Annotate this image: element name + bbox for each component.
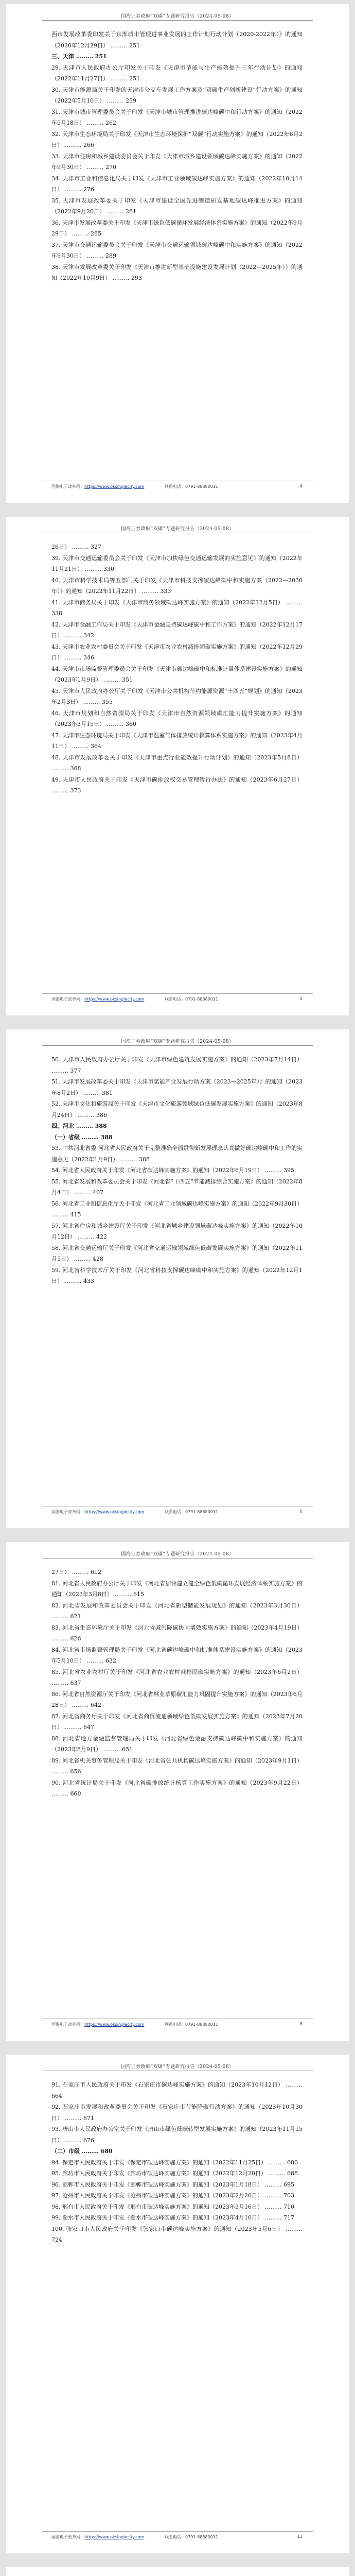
toc-entry[interactable] xyxy=(51,240,303,262)
footer-site-link[interactable]: https://www.oksinglecity.com xyxy=(84,2535,145,2539)
toc-entry-title: （二）市级 xyxy=(51,2148,80,2155)
toc-leader: ……… xyxy=(70,1569,91,1575)
toc-leader: ……… xyxy=(85,120,105,126)
toc-entry-page: 407 xyxy=(93,1189,103,1196)
toc-entry-page: 364 xyxy=(91,743,101,750)
toc-entry-title: 59. 河北省科学技术厅关于印发《河北省科技支撑碳达峰碳中和实施方案》的通知（2022年12月1日） xyxy=(51,1266,303,1284)
toc-leader: ……… xyxy=(266,2159,287,2166)
toc-leader: ……… xyxy=(118,1156,139,1163)
toc-entry-page: 717 xyxy=(283,2214,294,2221)
toc-entry[interactable] xyxy=(51,686,303,708)
toc-entry[interactable] xyxy=(51,1054,303,1076)
toc-entry[interactable] xyxy=(51,262,303,284)
toc-heading[interactable] xyxy=(51,1121,303,1132)
toc-entry-page: 615 xyxy=(133,1591,144,1598)
toc-leader: ……… xyxy=(83,566,103,572)
toc-entry[interactable] xyxy=(51,29,303,51)
toc-leader: ……… xyxy=(51,1211,70,1218)
footer-site-prefix: 国海电子政务网： xyxy=(51,484,84,489)
toc-leader: ……… xyxy=(74,1123,95,1129)
toc-entry-page: 724 xyxy=(51,2236,62,2243)
toc-entry[interactable] xyxy=(51,1578,303,1600)
toc-leader: ……… xyxy=(139,588,161,595)
toc-entry[interactable] xyxy=(51,1076,303,1098)
toc-entry-title: 29. 天津市人民政府办公厅印发关于印发《天津市节能与生产能效提升三年行动计划》的通知（2022年11月27日） xyxy=(51,64,303,82)
toc-entry-title: 27日） xyxy=(51,1569,70,1575)
toc-entry-page: 637 xyxy=(70,1680,81,1686)
toc-entry-page: 276 xyxy=(83,186,94,193)
toc-entry[interactable] xyxy=(51,62,303,84)
toc-entry-page: 647 xyxy=(83,1724,94,1731)
toc-entry-title: 42. 天津市金融工作局关于印发《天津市金融支持碳达峰碳中和工作方案》的通知（2022年12月17日） xyxy=(51,621,303,639)
toc-leader: ……… xyxy=(51,1067,70,1074)
toc-entry-title: 47. 天津市生态环境局关于印发《天津市温室气体排放统计核算体系实施方案》的通知（2023年4月11日） xyxy=(51,732,303,750)
toc-leader: ……… xyxy=(262,2203,283,2210)
footer-phone xyxy=(165,2022,218,2027)
toc-entry-page: 281 xyxy=(126,208,136,215)
toc-entry[interactable] xyxy=(51,1667,303,1689)
toc-entry-page: 612 xyxy=(91,1569,101,1575)
toc-leader: ……… xyxy=(81,699,102,705)
toc-entry-title: 34. 天津市工业和信息化局关于印发《天津市工业领域碳达峰实施方案》的通知（2022年10月14日） xyxy=(51,175,303,193)
toc-leader: ……… xyxy=(63,186,83,193)
toc-entry[interactable] xyxy=(51,2179,303,2191)
page-header: 国海证券政府“双碳”专题研究报告（2024-05-08） xyxy=(121,1552,234,1557)
footer-phone-number: 0791-88880011 xyxy=(185,1510,218,1514)
toc-entry-page: 333 xyxy=(160,588,171,595)
footer-phone-label: 联系电话： xyxy=(165,484,185,489)
toc-entry-title: 83. 河北省生态环境厅关于印发《河北省减污降碳协同增效实施方案》的通知（2023年4月19日） xyxy=(51,1624,303,1631)
toc-list xyxy=(51,29,303,284)
toc-entry-title: 92. 石家庄市发展和改革委员会关于印发《石家庄市节能降碳行动方案》的通知（2023年10月30日） xyxy=(51,2104,303,2122)
page-header: 国海证券政府“双碳”专题研究报告（2024-05-08） xyxy=(121,2064,234,2070)
toc-entry-title: 31. 天津市城市管理委员会关于印发《天津市城市管理推进碳达峰碳中和行动方案》的通知（2022年5月18日） xyxy=(51,108,303,126)
toc-entry[interactable] xyxy=(51,1098,303,1121)
toc-entry-page: 270 xyxy=(105,164,116,171)
page-footer xyxy=(51,2022,303,2027)
page-footer xyxy=(51,2534,303,2540)
toc-leader: ……… xyxy=(72,1256,93,1262)
page-header: 国海证券政府“双碳”专题研究报告（2024-05-08） xyxy=(121,527,234,532)
toc-leader: ……… xyxy=(51,765,70,772)
footer-site-link[interactable]: https://www.oksinglecity.com xyxy=(84,484,145,489)
toc-entry-page: 386 xyxy=(96,1111,107,1118)
toc-entry-page: 360 xyxy=(126,721,136,727)
toc-entry[interactable] xyxy=(51,2224,303,2246)
toc-leader: ……… xyxy=(63,2137,83,2144)
toc-entry-page: 433 xyxy=(83,1278,94,1284)
toc-entry-title: 35. 天津市发展改革委关于印发《天津市建设全国先进制造研发基地碳达峰推进方案》的通知（2022年9月20日） xyxy=(51,197,303,215)
toc-entry-title: 52. 天津市文化和旅游局关于印发《天津市文化旅游领域绿色低碳发展实施方案》的通知（2023年8月24日） xyxy=(51,1100,303,1118)
toc-entry[interactable] xyxy=(51,1755,303,1777)
toc-entry-page: 710 xyxy=(283,2203,294,2210)
toc-leader: ……… xyxy=(283,2225,303,2232)
page-footer xyxy=(51,996,303,1002)
toc-entry-title: 85. 河北省农业农村厅关于印发《河北省农业农村减排固碳实施方案》的通知（2023年6月2日） xyxy=(51,1668,303,1675)
toc-leader: ……… xyxy=(51,1613,70,1620)
toc-leader: ……… xyxy=(105,97,126,104)
footer-site-link[interactable]: https://www.oksinglecity.com xyxy=(84,2022,145,2027)
footer-phone xyxy=(165,484,218,489)
toc-entry-page: 251 xyxy=(129,75,140,82)
footer-phone-label: 联系电话： xyxy=(165,2022,185,2027)
toc-leader: ……… xyxy=(51,1790,70,1797)
toc-list xyxy=(51,1567,303,1800)
footer-site-link[interactable]: https://www.oksinglecity.com xyxy=(84,1510,145,1514)
toc-entry[interactable] xyxy=(51,1221,303,1243)
toc-entry-title: 西市发展改革委印发关于东部城市管理进事业发展的工作计划行动计划（2020-2022年）》的通知（2020年12月29日） xyxy=(51,31,303,49)
page-number: 8 xyxy=(299,2022,303,2026)
toc-entry-page: 642 xyxy=(91,1702,101,1708)
toc-entry[interactable] xyxy=(51,575,303,597)
toc-entry[interactable] xyxy=(51,1165,303,1176)
toc-leader: ……… xyxy=(51,787,70,794)
toc-leader: ……… xyxy=(105,208,126,215)
toc-entry-title: 三、天津 xyxy=(51,53,74,60)
toc-entry-title: 98. 邢台市人民政府关于印发《邢台市碳达峰实施方案》的通知（2023年3月16日） xyxy=(51,2203,263,2210)
footer-divider xyxy=(42,2531,313,2532)
toc-leader: ……… xyxy=(63,2114,83,2122)
toc-entry[interactable] xyxy=(51,217,303,240)
toc-entry[interactable] xyxy=(51,541,303,553)
document-page xyxy=(6,4,349,503)
toc-leader: ……… xyxy=(63,654,83,661)
toc-entry-page: 395 xyxy=(283,1167,294,1174)
footer-phone-label: 联系电话： xyxy=(165,1510,185,1514)
footer-phone-number: 0791-88880011 xyxy=(185,997,218,1002)
toc-entry-title: 40. 天津市科学技术局等五部门关于印发《天津市科技支撑碳达峰碳中和实施方案（2022—2030年）》的通知（2022年11月22日） xyxy=(51,577,303,595)
toc-entry[interactable] xyxy=(51,664,303,686)
toc-entry-page: 632 xyxy=(105,1657,116,1664)
toc-entry-page: 251 xyxy=(95,53,107,60)
toc-leader: ……… xyxy=(70,1702,91,1708)
footer-phone-number: 0791-88880011 xyxy=(185,484,218,489)
toc-entry-title: 91. 石家庄市人民政府关于印发《石家庄市碳达峰实施方案》的通知（2023年10月12日） xyxy=(51,2081,284,2088)
toc-heading[interactable] xyxy=(51,1132,303,1143)
toc-entry-title: 99. 衡水市人民政府关于印发《衡水市碳达峰实施方案》的通知（2023年4月10日） xyxy=(51,2214,263,2221)
toc-entry-title: （一）省级 xyxy=(51,1133,80,1141)
page-number: 4 xyxy=(299,484,303,488)
toc-entry-page: 388 xyxy=(100,1133,113,1141)
toc-entry-page: 660 xyxy=(70,1790,81,1797)
toc-entry-page: 680 xyxy=(100,2148,113,2155)
toc-entry-page: 330 xyxy=(103,566,114,572)
toc-entry-title: 46. 天津市规划和自然资源局关于印发《天津市自然资源领域碳汇能力提升实施方案》的通知（2023年3月15日） xyxy=(51,709,303,727)
footer-phone xyxy=(165,2534,218,2540)
toc-entry-title: 51. 天津市发展改革委关于印发《天津市氢能产业发展行动方案（2023—2025年）》的通知（2023年8月2日） xyxy=(51,1078,303,1096)
toc-entry-title: 97. 沧州市人民政府关于印发《沧州市碳达峰实施方案》的通知（2023年2月20日） xyxy=(51,2192,263,2199)
footer-divider xyxy=(42,993,313,994)
toc-entry-title: 37. 天津市交通运输委员会关于印发《天津市交通运输领域碳达峰碳中和实施方案》的通知（2022年9月30日） xyxy=(51,241,303,259)
toc-entry-title: 39. 天津市交通运输委员会关于印发《天津市加快绿色交通运输发展的实施意见》的通知（2022年11月21日） xyxy=(51,554,303,572)
toc-entry[interactable] xyxy=(51,619,303,641)
toc-entry[interactable] xyxy=(51,1567,303,1578)
toc-entry-title: 90. 河北省统计局关于印发《河北省碳排放统计核算工作实施方案》的通知（2023年9月22日） xyxy=(51,1779,303,1786)
toc-leader: ……… xyxy=(262,2214,283,2221)
footer-site-prefix: 国海电子政务网： xyxy=(51,997,84,1002)
toc-entry-page: 262 xyxy=(105,120,116,126)
toc-entry[interactable] xyxy=(51,107,303,129)
toc-entry-page: 327 xyxy=(91,544,101,550)
toc-entry-page: 621 xyxy=(70,1613,81,1620)
toc-heading[interactable] xyxy=(51,2146,303,2157)
footer-phone-number: 0791-88880011 xyxy=(185,2022,218,2027)
footer-phone-number: 0791-88880011 xyxy=(185,2535,218,2539)
toc-leader: ……… xyxy=(101,676,122,683)
toc-list xyxy=(51,541,303,796)
toc-list xyxy=(51,2079,303,2246)
toc-entry-page: 651 xyxy=(122,1746,133,1753)
toc-entry-page: 626 xyxy=(70,1635,81,1642)
toc-heading[interactable] xyxy=(51,51,303,62)
toc-entry-title: 43. 天津市农业农村委员会关于印发《天津市农业农村减排固碳实施方案》的通知（2022年12月29日） xyxy=(51,643,303,661)
header-divider xyxy=(42,1045,313,1046)
toc-entry-page: 342 xyxy=(83,632,94,639)
toc-entry[interactable] xyxy=(51,2168,303,2179)
toc-leader: ……… xyxy=(63,632,83,639)
toc-leader: ……… xyxy=(72,1189,93,1196)
header-divider xyxy=(42,20,313,21)
toc-entry-page: 656 xyxy=(70,1768,81,1775)
toc-entry-title: 44. 天津市市场监督管理委员会关于印发《天津市碳达峰碳中和标准计量体系建设实施方案》的通知（2023年1月9日） xyxy=(51,665,303,683)
toc-entry-title: 36. 天津市发展改革委关于印发《天津市绿色低碳循环发展经济体系实施方案》的通知（2022年9月29日） xyxy=(51,219,303,237)
toc-entry-title: 54. 河北省人民政府关于印发《河北省碳达峰实施方案》的通知（2022年6月19日） xyxy=(51,1167,263,1174)
toc-entry-page: 703 xyxy=(283,2192,294,2199)
toc-entry[interactable] xyxy=(51,641,303,664)
toc-leader: ……… xyxy=(63,1724,83,1731)
footer-site-link[interactable]: https://www.oksinglecity.com xyxy=(84,997,145,1002)
toc-entry[interactable] xyxy=(51,1689,303,1711)
toc-entry-title: 95. 廊坊市人民政府关于印发《廊坊市碳达峰实施方案》的通知（2022年12月20日） xyxy=(51,2170,267,2177)
toc-entry-page: 680 xyxy=(287,2159,298,2166)
toc-leader: ……… xyxy=(262,1167,283,1174)
page-header: 国海证券政府“双碳”专题研究报告（2024-05-08） xyxy=(121,14,234,19)
toc-entry-title: 86. 河北省自然资源厅关于印发《河北省林业草原碳汇能力巩固提升实施方案》的通知（2023年6月28日） xyxy=(51,1690,303,1708)
footer-phone xyxy=(165,996,218,1002)
toc-entry-page: 671 xyxy=(83,2114,94,2122)
toc-entry[interactable] xyxy=(51,1733,303,1755)
toc-entry-title: 55. 河北省发展和改革委员会关于印发《河北省“十四五”节能减排综合实施方案》的通知（2022年8月4日） xyxy=(51,1178,303,1196)
toc-entry[interactable] xyxy=(51,1645,303,1667)
footer-phone xyxy=(165,1509,218,1515)
page-number: 6 xyxy=(299,1509,303,1514)
toc-entry[interactable] xyxy=(51,2190,303,2201)
toc-entry-title: 100. 张家口市人民政府关于印发《张家口市碳达峰实施方案》的通知（2023年5月6日） xyxy=(51,2225,284,2232)
toc-entry-title: 94. 保定市人民政府关于印发《保定市碳达峰实施方案》的通知（2022年11月25日） xyxy=(51,2159,267,2166)
toc-entry[interactable] xyxy=(51,1622,303,1645)
toc-entry-page: 338 xyxy=(51,610,62,617)
toc-entry[interactable] xyxy=(51,1265,303,1287)
toc-leader: ……… xyxy=(76,1233,96,1240)
toc-entry-page: 664 xyxy=(51,2092,62,2099)
toc-entry-title: 四、河北 xyxy=(51,1123,74,1129)
toc-entry-page: 422 xyxy=(96,1233,107,1240)
page-footer xyxy=(51,484,303,489)
toc-entry-page: 251 xyxy=(129,42,140,49)
toc-entry-title: 33. 天津市住房和城乡建设委员会关于印发《天津市城乡建设领域碳达峰实施方案》的通知（2022年9月30日） xyxy=(51,152,303,171)
toc-entry-title: 32. 天津市生态环境局关于印发《天津市生态环境保护“双碳”行动实施方案》的通知（2022年6月2日） xyxy=(51,130,303,148)
toc-entry[interactable] xyxy=(51,1777,303,1800)
toc-leader: ……… xyxy=(113,1591,133,1598)
document-page xyxy=(6,2055,349,2553)
toc-entry-title: 50. 天津市人民政府办公厅关于印发《天津市绿色建筑发展实施方案》的通知（2023年7月14日） xyxy=(51,1056,303,1063)
toc-entry[interactable] xyxy=(51,752,303,774)
toc-entry[interactable] xyxy=(51,2124,303,2146)
toc-leader: ……… xyxy=(111,275,131,281)
toc-leader: ……… xyxy=(109,42,129,49)
toc-entry-title: 88. 河北省地方金融监督管理局关于印发《河北省绿色金融支持碳达峰碳中和实施方案》的通知（2023年8月9日） xyxy=(51,1735,303,1753)
toc-entry-page: 377 xyxy=(70,1067,81,1074)
toc-entry-page: 293 xyxy=(131,275,142,281)
toc-entry-title: 53. 中共河北省委 河北省人民政府关于完整准确全面贯彻新发展理念认真做好碳达峰碳中和工作的实施意见（2022年1月9日） xyxy=(51,1145,303,1163)
toc-leader: ……… xyxy=(63,1278,83,1284)
toc-leader: ……… xyxy=(85,1657,105,1664)
footer-phone-label: 联系电话： xyxy=(165,997,185,1002)
toc-leader: ……… xyxy=(63,142,83,148)
footer-phone-label: 联系电话： xyxy=(165,2535,185,2539)
toc-entry-title: 38. 天津市发展改革委关于印发《天津市推进新型基础设施建设发展计划（2022—2025年）》的通知（2022年10月9日） xyxy=(51,263,303,281)
toc-entry-page: 676 xyxy=(83,2137,94,2144)
toc-entry[interactable] xyxy=(51,1243,303,1265)
toc-entry[interactable] xyxy=(51,730,303,752)
toc-entry-page: 688 xyxy=(287,2170,298,2177)
toc-leader: ……… xyxy=(51,1768,70,1775)
toc-entry[interactable] xyxy=(51,173,303,195)
toc-entry-title: 57. 河北省住房和城乡建设厅关于印发《河北省城乡建设领域碳达峰实施方案》的通知（2022年10月12日） xyxy=(51,1222,303,1240)
toc-entry[interactable] xyxy=(51,195,303,217)
toc-entry-title: 84. 河北省市场监督管理局关于印发《河北省碳达峰碳中和标准体系建设实施方案》的通知（2023年5月10日） xyxy=(51,1646,303,1664)
toc-entry-page: 695 xyxy=(283,2181,294,2188)
toc-entry[interactable] xyxy=(51,597,303,619)
toc-entry-page: 415 xyxy=(70,1211,81,1218)
page-footer xyxy=(51,1509,303,1515)
toc-entry-title: 58. 河北省交通运输厅关于印发《河北省交通运输领域绿色低碳发展实施方案》的通知（2022年11月5日） xyxy=(51,1244,303,1262)
toc-entry[interactable] xyxy=(51,1176,303,1198)
toc-leader: ……… xyxy=(81,1089,102,1096)
toc-leader: ……… xyxy=(51,1680,70,1686)
toc-leader: ……… xyxy=(101,1746,122,1753)
toc-entry-page: 373 xyxy=(70,787,81,794)
toc-entry-title: 96. 邯郸市人民政府关于印发《邯郸市碳达峰实施方案》的通知（2023年1月18日） xyxy=(51,2181,263,2188)
toc-leader: ……… xyxy=(85,164,105,171)
toc-leader: ……… xyxy=(80,1133,101,1141)
toc-entry-title: 48. 天津市发展改革委关于印发《天津市重点行业能效提升行动计划》的通知（2023年5月8日） xyxy=(51,754,303,761)
toc-leader: ……… xyxy=(105,721,126,727)
toc-entry-title: 87. 河北省商务厅关于印发《河北省商贸流通领域绿色低碳发展实施方案》的通知（2023年7月20日） xyxy=(51,1713,303,1731)
toc-leader: ……… xyxy=(283,2081,303,2088)
toc-entry[interactable] xyxy=(51,553,303,575)
document-page xyxy=(6,1029,349,1528)
toc-entry-title: 30. 天津市能源局关于印发的天津市公交车发展工作方案及“双碳生产创新建设”行动方案》的通知（2022年5月10日） xyxy=(51,86,303,104)
toc-leader: ……… xyxy=(70,743,91,750)
toc-entry[interactable] xyxy=(51,151,303,173)
toc-leader: ……… xyxy=(70,544,91,550)
toc-leader: ……… xyxy=(76,1111,96,1118)
toc-entry-page: 259 xyxy=(126,97,136,104)
toc-entry[interactable] xyxy=(51,2157,303,2168)
toc-list xyxy=(51,1054,303,1287)
document-page xyxy=(6,1542,349,2041)
toc-entry-title: 82. 河北省发展和改革委员会关于印发《河北省新型储能发展规划》的通知（2023年3月30日） xyxy=(51,1602,303,1609)
toc-entry[interactable] xyxy=(51,2102,303,2124)
toc-leader: ……… xyxy=(51,1635,70,1642)
toc-entry[interactable] xyxy=(51,774,303,796)
toc-leader: ……… xyxy=(85,252,105,259)
footer-site-prefix: 国海电子政务网： xyxy=(51,1510,84,1514)
toc-entry-title: 45. 天津市人民政府办公厅关于印发《天津市公共机构节约能源资源“十四五”规划》的通知（2023年2月3日） xyxy=(51,687,303,705)
toc-leader: ……… xyxy=(70,230,91,237)
toc-entry-title: 49. 天津市人民政府关于印发《天津市碳排放权交易管理暂行办法》的通知（2023年6月27日） xyxy=(51,776,303,783)
toc-leader: ……… xyxy=(283,599,303,606)
toc-entry[interactable] xyxy=(51,1198,303,1221)
toc-entry[interactable] xyxy=(51,1600,303,1622)
footer-site-prefix: 国海电子政务网： xyxy=(51,2535,84,2539)
toc-entry[interactable] xyxy=(51,1711,303,1733)
document-page xyxy=(6,2567,349,2576)
toc-entry-page: 388 xyxy=(139,1156,150,1163)
toc-entry-title: 89. 河北省机关事务管理局关于印发《河北省公共机构碳达峰实施方案》的通知（2023年9月1日） xyxy=(51,1757,303,1764)
document-page xyxy=(6,517,349,1015)
toc-leader: ……… xyxy=(109,75,129,82)
toc-entry[interactable] xyxy=(51,1143,303,1165)
toc-leader: ……… xyxy=(262,2181,283,2188)
toc-entry-page: 388 xyxy=(95,1123,107,1129)
toc-entry-title: 56. 河北省工业和信息化厅关于印发《河北省工业领域碳达峰实施方案》的通知（2022年9月30日） xyxy=(51,1200,303,1207)
toc-entry-page: 428 xyxy=(93,1256,103,1262)
toc-entry-page: 266 xyxy=(83,142,94,148)
toc-leader: ……… xyxy=(74,53,95,60)
toc-entry[interactable] xyxy=(51,708,303,730)
toc-leader: ……… xyxy=(266,2170,287,2177)
toc-entry-page: 351 xyxy=(122,676,133,683)
toc-entry[interactable] xyxy=(51,2079,303,2102)
toc-entry-page: 355 xyxy=(102,699,113,705)
toc-entry[interactable] xyxy=(51,84,303,107)
toc-entry[interactable] xyxy=(51,2201,303,2213)
toc-leader: ……… xyxy=(262,2192,283,2199)
toc-entry-title: 93. 唐山市人民政府办公室关于印发《唐山市绿色低碳转型发展实施方案》的通知（2023年11月15日） xyxy=(51,2126,303,2144)
page-header: 国海证券政府“双碳”专题研究报告（2024-05-08） xyxy=(121,1039,234,1044)
toc-entry-title: 81. 河北省人民政府办公厅关于印发《河北省加快建立健全绿色低碳循环发展经济体系实施方案》的通知（2023年3月8日） xyxy=(51,1580,303,1598)
toc-entry-page: 289 xyxy=(105,252,116,259)
page-number: 11 xyxy=(297,2534,303,2539)
toc-entry-page: 346 xyxy=(83,654,94,661)
toc-leader: ……… xyxy=(80,2148,101,2155)
footer-site-prefix: 国海电子政务网： xyxy=(51,2022,84,2027)
toc-entry-page: 285 xyxy=(91,230,101,237)
toc-entry-title: 26日） xyxy=(51,544,70,550)
toc-entry-title: 41. 天津市商务局关于印发《天津市商务领域碳达峰实施方案》的通知（2022年12月5日） xyxy=(51,599,284,606)
toc-entry[interactable] xyxy=(51,129,303,151)
toc-entry-page: 381 xyxy=(102,1089,113,1096)
page-number: 5 xyxy=(299,996,303,1001)
toc-entry[interactable] xyxy=(51,2212,303,2224)
toc-entry-page: 368 xyxy=(70,765,81,772)
